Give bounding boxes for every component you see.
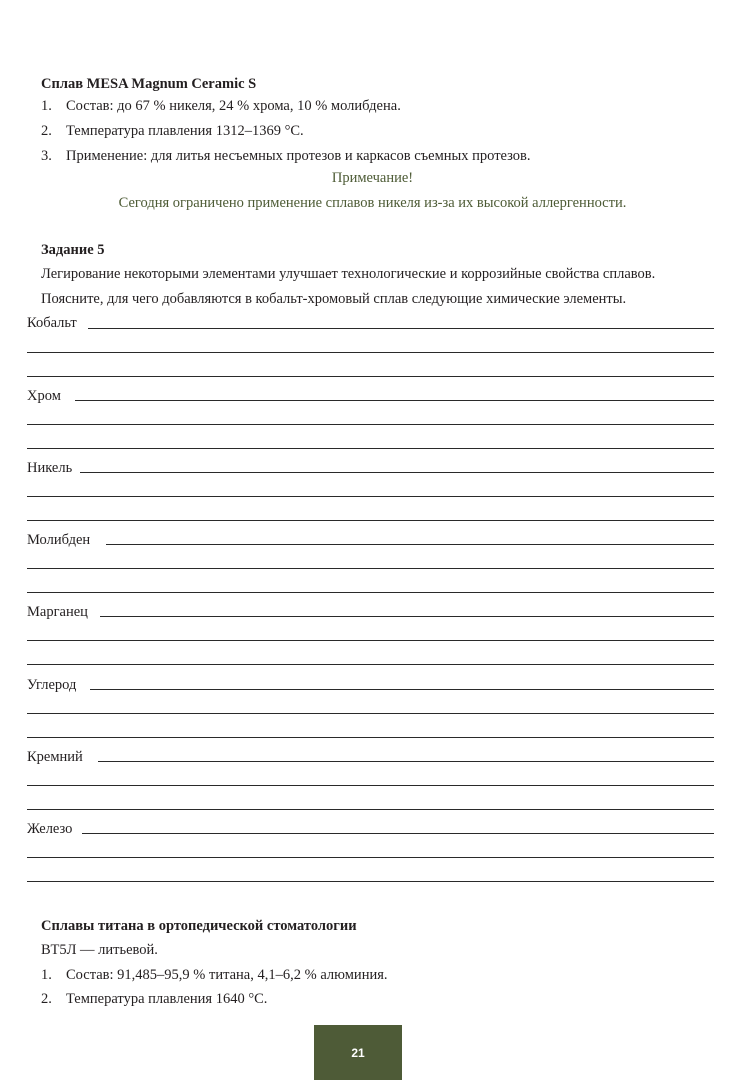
field-label-manganese: Марганец	[27, 604, 88, 620]
note-text: Сегодня ограничено применение сплавов никеля из-за их высокой аллергенности.	[118, 195, 627, 211]
answer-line[interactable]	[100, 616, 714, 617]
list-item-text: Состав: до 67 % никеля, 24 % хрома, 10 % молибдена.	[66, 98, 401, 114]
answer-line[interactable]	[82, 833, 714, 834]
list-item-number: 2.	[41, 991, 52, 1007]
answer-line[interactable]	[88, 328, 714, 329]
alloy-description: — литьевой.	[76, 942, 158, 958]
answer-line[interactable]	[27, 352, 714, 353]
answer-line[interactable]	[90, 689, 714, 690]
list-item	[0, 97, 745, 115]
field-label-cobalt: Кобальт	[27, 315, 77, 331]
answer-line[interactable]	[27, 376, 714, 377]
field-label-iron: Железо	[27, 821, 73, 837]
answer-line[interactable]	[27, 496, 714, 497]
task-title: Задание 5	[41, 242, 105, 258]
answer-line[interactable]	[27, 448, 714, 449]
list-item-number: 1.	[41, 98, 52, 114]
answer-line[interactable]	[98, 761, 714, 762]
answer-line[interactable]	[27, 640, 714, 641]
page-number-label: 21	[351, 1045, 365, 1060]
list-item-text: Состав: 91,485–95,9 % титана, 4,1–6,2 % алюминия.	[66, 967, 388, 983]
task-intro-line-1: Легирование некоторыми элементами улучшает технологические и коррозийные свойства сплавов.	[41, 266, 656, 282]
alloy-name: ВТ5Л	[41, 942, 77, 958]
answer-line[interactable]	[27, 568, 714, 569]
list-item-number: 1.	[41, 967, 52, 983]
field-label-molybdenum: Молибден	[27, 532, 91, 548]
field-label-nickel: Никель	[27, 460, 73, 476]
section-title-mesa: Сплав MESA Magnum Ceramic S	[41, 76, 257, 92]
answer-line[interactable]	[27, 424, 714, 425]
answer-line[interactable]	[75, 400, 714, 401]
list-item-text: Применение: для литья несъемных протезов и каркасов съемных протезов.	[66, 148, 531, 164]
answer-line[interactable]	[27, 664, 714, 665]
list-item-number: 3.	[41, 148, 52, 164]
list-item	[0, 147, 745, 165]
alloy-line	[41, 941, 158, 959]
answer-line[interactable]	[80, 472, 714, 473]
list-item-number: 2.	[41, 123, 52, 139]
field-label-silicon: Кремний	[27, 749, 83, 765]
answer-line[interactable]	[27, 713, 714, 714]
field-label-carbon: Углерод	[27, 677, 77, 693]
note-title: Примечание!	[331, 170, 414, 186]
answer-line[interactable]	[27, 737, 714, 738]
answer-line[interactable]	[27, 520, 714, 521]
section-title-titanium: Сплавы титана в ортопедической стоматологии	[41, 918, 357, 934]
list-item	[0, 990, 745, 1008]
answer-line[interactable]	[27, 809, 714, 810]
list-item	[0, 122, 745, 140]
answer-line[interactable]	[106, 544, 714, 545]
page-number	[314, 1025, 402, 1080]
answer-line[interactable]	[27, 785, 714, 786]
list-item	[0, 966, 745, 984]
answer-line[interactable]	[27, 857, 714, 858]
list-item-text: Температура плавления 1312–1369 °С.	[66, 123, 304, 139]
answer-line[interactable]	[27, 881, 714, 882]
answer-line[interactable]	[27, 592, 714, 593]
task-intro-line-2: Поясните, для чего добавляются в кобальт-хромовый сплав следующие химические элементы.	[41, 291, 627, 307]
list-item-text: Температура плавления 1640 °С.	[66, 991, 268, 1007]
field-label-chromium: Хром	[27, 388, 61, 404]
